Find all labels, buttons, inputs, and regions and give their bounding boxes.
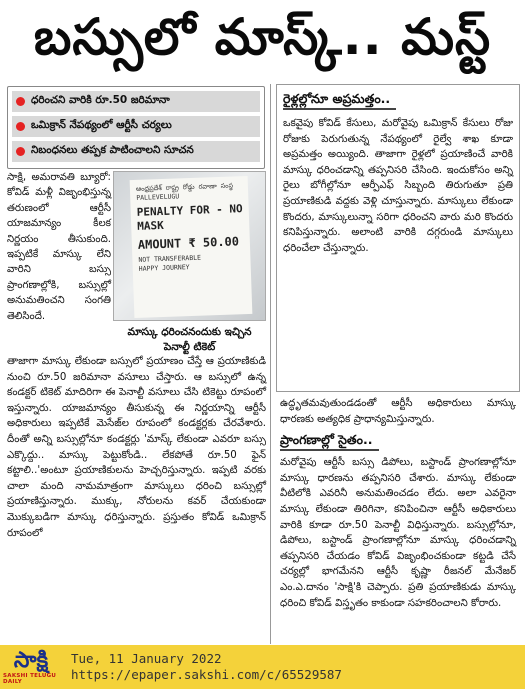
ticket-note: NOT TRANSFERABLE <box>138 253 202 264</box>
logo-subtext: SAKSHI TELUGU DAILY <box>3 673 57 685</box>
epaper-link[interactable]: https://epaper.sakshi.com/c/65529587 <box>71 667 342 682</box>
penalty-ticket-photo <box>113 171 266 321</box>
highlight-text: నిబంధనలు తప్పక పాటించాలని సూచన <box>31 144 194 156</box>
edition-date: Tue, 11 January 2022 <box>71 651 222 666</box>
column-divider <box>270 84 271 644</box>
continuation-text: ఉద్ధృతమవుతుండడంతో ఆర్టీసీ అధికారులు మాస్కు ధారణకు అత్యధిక ప్రాధాన్యమిస్తున్నారు. <box>280 398 516 425</box>
article-intro-column <box>7 170 111 324</box>
logo-text: సాక్షి <box>13 648 49 673</box>
article-intro-text: సాక్షి, అమరావతి బ్యూరో: కోవిడ్ మళ్లీ విజృంభిస్తున్న తరుణంలో ఆర్టీసీ యాజమాన్యం కీలక నిర్ణయం తీసుకుంది. ఇప్పటికే మాస్కు లేని వారిని బస్సు ప్రాంగణాల్లోకి, బస్సుల్లో అనుమతించని సంగతి తెలిసిందే. <box>7 172 111 322</box>
ticket <box>130 176 253 318</box>
photo-caption: మాస్కు ధరించనందుకు ఇచ్చిన పెనాల్టీ టికెట్ <box>127 326 252 353</box>
ticket-header: ఆంధ్రప్రదేశ్ రాష్ట్ర రోడ్డు రవాణా సంస్థ <box>135 181 234 193</box>
ticket-penalty: PENALTY FOR - NO MASK <box>136 202 243 233</box>
highlight-item <box>12 91 260 112</box>
red-bullet-icon <box>16 122 25 131</box>
highlight-text: ఒమిక్రాన్ నేపథ్యంలో ఆర్టీసీ చర్యలు <box>31 119 172 131</box>
highlight-item <box>12 116 260 137</box>
railway-text: ఒకవైపు కోవిడ్ కేసులు, మరోవైపు ఒమిక్రాన్ కేసులు రోజు రోజుకు పెరుగుతున్న నేపథ్యంలో రైల్వే శాఖ కూడా అప్రమత్తం అయ్యింది. తాజాగా రైళ్లలో ప్రయాణించే వారికి మాస్కు ధరించడాన్ని తప్పనిసరి చేసింది. ఇందుకోసం అన్ని రైలు బోగీల్లోనూ ఆర్పీఎఫ్ సిబ్బంది తిరుగుతూ ప్రతి ప్రయాణికుడి వద్దకు వెళ్లి చూస్తున్నారు. మాస్కులు లేకుండా కొందరు, మాస్కులున్నా సరిగా ధరించని వారు మరి కొందరు కనిపిస్తున్నారు. అలాంటి వారికి దగ్గరుండి మాస్కులు ధరించేలా చేస్తున్నారు. <box>283 118 513 254</box>
sakshi-logo[interactable] <box>3 647 59 687</box>
premises-text: మరోవైపు ఆర్టీసీ బస్సు డిపోలు, బస్టాండ్ ప్రాంగణాల్లోనూ మాస్కు ధారణను తప్పనిసరి చేశారు. మాస్కు లేకుండా వీటిలోకి ఎవరినీ అనుమతించడం లేదు. అలా ఎవరైనా మాస్కు లేకుండా తిరిగినా, కనిపించినా ఆర్టీసీ అధికారులు వారికి కూడా రూ.50 పెనాల్టీ విధిస్తున్నారు. బస్సుల్లోనూ, డిపోలు, బస్టాండ్ ప్రాంగణాల్లోనూ మాస్కు ధరించడాన్ని తప్పనిసరి చేయడం కోవిడ్ విజృంభించకుండా కట్టడి చేసే చర్యల్లో భాగమేనని ఆర్టీసీ కృష్ణా రీజనల్ మేనేజర్ ఎం.ఎ.దానం 'సాక్షి'కి చెప్పారు. ప్రతి ప్రయాణికుడు మాస్కు ధరించి కోవిడ్ విస్తృతం కాకుండా సహకరించాలని కోరారు. <box>280 457 516 609</box>
article-continuation <box>276 396 520 611</box>
railway-subheading: రైళ్లల్లోనూ అప్రమత్తం.. <box>283 90 396 110</box>
red-bullet-icon <box>16 147 25 156</box>
highlight-text: ధరించని వారికి రూ.50 జరిమానా <box>31 94 170 106</box>
ticket-line: PALLEVELUGU <box>136 191 180 202</box>
headline: బస్సులో మాస్క్.. మస్ట్ <box>33 8 492 66</box>
footer-info <box>71 651 342 683</box>
red-bullet-icon <box>16 97 25 106</box>
article-body-column <box>7 354 266 541</box>
ticket-amount: AMOUNT ₹ 50.00 <box>137 234 240 252</box>
footer-bar <box>0 645 525 689</box>
ticket-footer: HAPPY JOURNEY <box>138 262 190 273</box>
article-body-text: తాజాగా మాస్కు లేకుండా బస్సులో ప్రయాణం చేస్తే ఆ ప్రయాణికుడి నుంచి రూ.50 జరిమానా వసూలు చేస్తారు. ఆ బస్సులో ఉన్న కండక్టర్ టికెట్ మాదిరిగా ఈ పెనాల్టీ వసూలు చేసి టికెట్టు రూపంలో ఇస్తున్నారు. యాజమాన్యం తీసుకున్న ఈ నిర్ణయాన్ని ఆర్టీసీ అధికారులు ఇప్పటికే మెసేజ్‌ల రూపంలో కండక్టర్లకు చేరవేశారు. దీంతో అన్ని బస్సుల్లోనూ కండక్టర్లు 'మాస్క్ లేకుండా ఎవరూ బస్సు ఎక్కొద్దు.. మాస్కు పెట్టుకోండి.. లేకపోతే రూ.50 ఫైన్ కట్టాలి..'అంటూ ప్రయాణికులను హెచ్చరిస్తున్నారు. ఇప్పటి వరకు చాలా మంది నామమాత్రంగా మాస్కులు ధరించి బస్సుల్లో ప్రయాణిస్తున్నారు. ముక్కు, నోరులను కవర్ చేయకుండా మొక్కుబడిగా మాస్కు ధరిస్తున్నారు. ప్రస్తుతం కోవిడ్ ఒమిక్రాన్ రూపంలో <box>7 356 266 539</box>
railway-sidebar-box <box>276 84 520 392</box>
premises-subheading: ప్రాంగణాల్లో సైతం.. <box>280 431 379 451</box>
highlights-box <box>7 86 265 169</box>
highlight-item <box>12 141 260 162</box>
